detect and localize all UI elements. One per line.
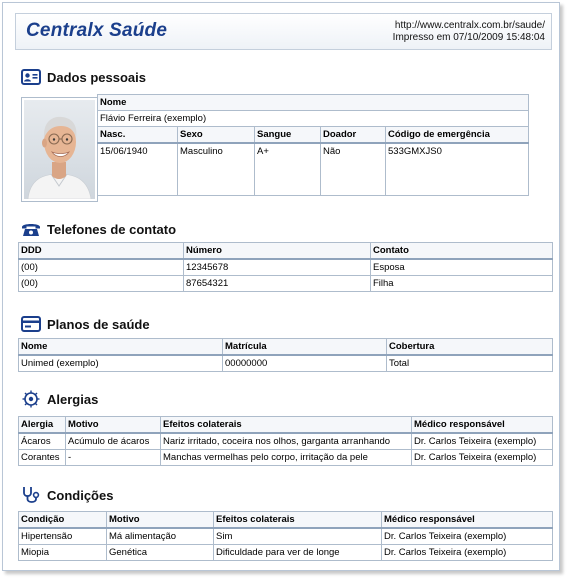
condition-cell: Hipertensão bbox=[19, 528, 107, 545]
table-row bbox=[19, 545, 553, 561]
column-header: Efeitos colaterais bbox=[214, 512, 382, 529]
section-title-phones bbox=[21, 219, 176, 239]
section-title-conditions bbox=[21, 485, 113, 505]
registration-cell: 00000000 bbox=[223, 355, 387, 372]
report-header bbox=[15, 13, 552, 50]
birth-date: 15/06/1940 bbox=[98, 143, 178, 195]
column-header: Doador bbox=[321, 127, 386, 144]
personal-table bbox=[97, 94, 529, 196]
column-header: Cobertura bbox=[387, 339, 553, 356]
blood-type: A+ bbox=[255, 143, 321, 195]
health-card-icon bbox=[21, 315, 41, 333]
donor-value: Não bbox=[321, 143, 386, 195]
table-header-row bbox=[19, 512, 553, 529]
section-label: Condições bbox=[47, 487, 114, 503]
allergy-cell: Ácaros bbox=[19, 433, 66, 450]
table-row bbox=[98, 143, 529, 195]
column-header: Condição bbox=[19, 512, 107, 529]
side-effects-cell: Nariz irritado, coceira nos olhos, garganta arranhando bbox=[161, 433, 412, 450]
section-label: Planos de saúde bbox=[47, 316, 150, 332]
phones-table bbox=[18, 242, 553, 292]
plans-table bbox=[18, 338, 553, 372]
column-header: Alergia bbox=[19, 417, 66, 434]
id-card-icon bbox=[21, 68, 41, 86]
header-info bbox=[393, 20, 545, 44]
column-header: Sangue bbox=[255, 127, 321, 144]
column-header: Efeitos colaterais bbox=[161, 417, 412, 434]
column-header: Contato bbox=[371, 243, 553, 260]
report-frame bbox=[2, 2, 560, 571]
side-effects-cell: Sim bbox=[214, 528, 382, 545]
contact-cell: Filha bbox=[371, 276, 553, 292]
side-effects-cell: Manchas vermelhas pelo corpo, irritação da pele bbox=[161, 450, 412, 466]
table-row bbox=[19, 355, 553, 372]
plan-name-cell: Unimed (exemplo) bbox=[19, 355, 223, 372]
table-row bbox=[19, 276, 553, 292]
patient-photo bbox=[21, 97, 98, 202]
patient-name: Flávio Ferreira (exemplo) bbox=[98, 111, 529, 127]
column-header: Motivo bbox=[66, 417, 161, 434]
column-header: Nasc. bbox=[98, 127, 178, 144]
contact-cell: Esposa bbox=[371, 259, 553, 276]
table-header-row bbox=[98, 127, 529, 144]
print-timestamp: Impresso em 07/10/2009 15:48:04 bbox=[392, 32, 545, 43]
table-row bbox=[19, 450, 553, 466]
condition-cell: Miopia bbox=[19, 545, 107, 561]
ddd-cell: (00) bbox=[19, 259, 184, 276]
section-label: Dados pessoais bbox=[47, 69, 146, 85]
allergy-cell: Corantes bbox=[19, 450, 66, 466]
doctor-cell: Dr. Carlos Teixeira (exemplo) bbox=[412, 450, 553, 466]
stethoscope-icon bbox=[21, 486, 41, 504]
table-header-row bbox=[19, 339, 553, 356]
site-url[interactable]: http://www.centralx.com.br/saude/ bbox=[394, 20, 545, 31]
table-row bbox=[19, 433, 553, 450]
column-header: Médico responsável bbox=[382, 512, 553, 529]
table-header-row bbox=[19, 417, 553, 434]
column-header: Motivo bbox=[107, 512, 214, 529]
section-title-personal bbox=[21, 67, 146, 87]
ddd-cell: (00) bbox=[19, 276, 184, 292]
number-cell: 87654321 bbox=[184, 276, 371, 292]
section-label: Telefones de contato bbox=[47, 221, 177, 237]
coverage-cell: Total bbox=[387, 355, 553, 372]
conditions-table bbox=[18, 511, 553, 561]
allergies-table bbox=[18, 416, 553, 466]
table-row bbox=[19, 528, 553, 545]
column-header: DDD bbox=[19, 243, 184, 260]
column-header: Matrícula bbox=[223, 339, 387, 356]
column-header: Sexo bbox=[178, 127, 255, 144]
table-row bbox=[98, 111, 529, 127]
table-row bbox=[98, 95, 529, 111]
reason-cell: Genética bbox=[107, 545, 214, 561]
telephone-icon bbox=[21, 220, 41, 238]
section-label: Alergias bbox=[47, 391, 99, 407]
section-title-plans bbox=[21, 314, 150, 334]
section-title-allergies bbox=[21, 389, 98, 409]
name-label: Nome bbox=[98, 95, 529, 111]
reason-cell: Acúmulo de ácaros bbox=[66, 433, 161, 450]
allergy-icon bbox=[21, 390, 41, 408]
reason-cell: Má alimentação bbox=[107, 528, 214, 545]
doctor-cell: Dr. Carlos Teixeira (exemplo) bbox=[382, 545, 553, 561]
doctor-cell: Dr. Carlos Teixeira (exemplo) bbox=[412, 433, 553, 450]
reason-cell: - bbox=[66, 450, 161, 466]
doctor-cell: Dr. Carlos Teixeira (exemplo) bbox=[382, 528, 553, 545]
sex-value: Masculino bbox=[178, 143, 255, 195]
column-header: Nome bbox=[19, 339, 223, 356]
app-logo: Centralx Saúde bbox=[26, 20, 168, 41]
column-header: Código de emergência bbox=[386, 127, 529, 144]
table-header-row bbox=[19, 243, 553, 260]
column-header: Médico responsável bbox=[412, 417, 553, 434]
table-row bbox=[19, 259, 553, 276]
patient-photo-image bbox=[24, 100, 95, 199]
number-cell: 12345678 bbox=[184, 259, 371, 276]
side-effects-cell: Dificuldade para ver de longe bbox=[214, 545, 382, 561]
emergency-code: 533GMXJS0 bbox=[386, 143, 529, 195]
column-header: Número bbox=[184, 243, 371, 260]
